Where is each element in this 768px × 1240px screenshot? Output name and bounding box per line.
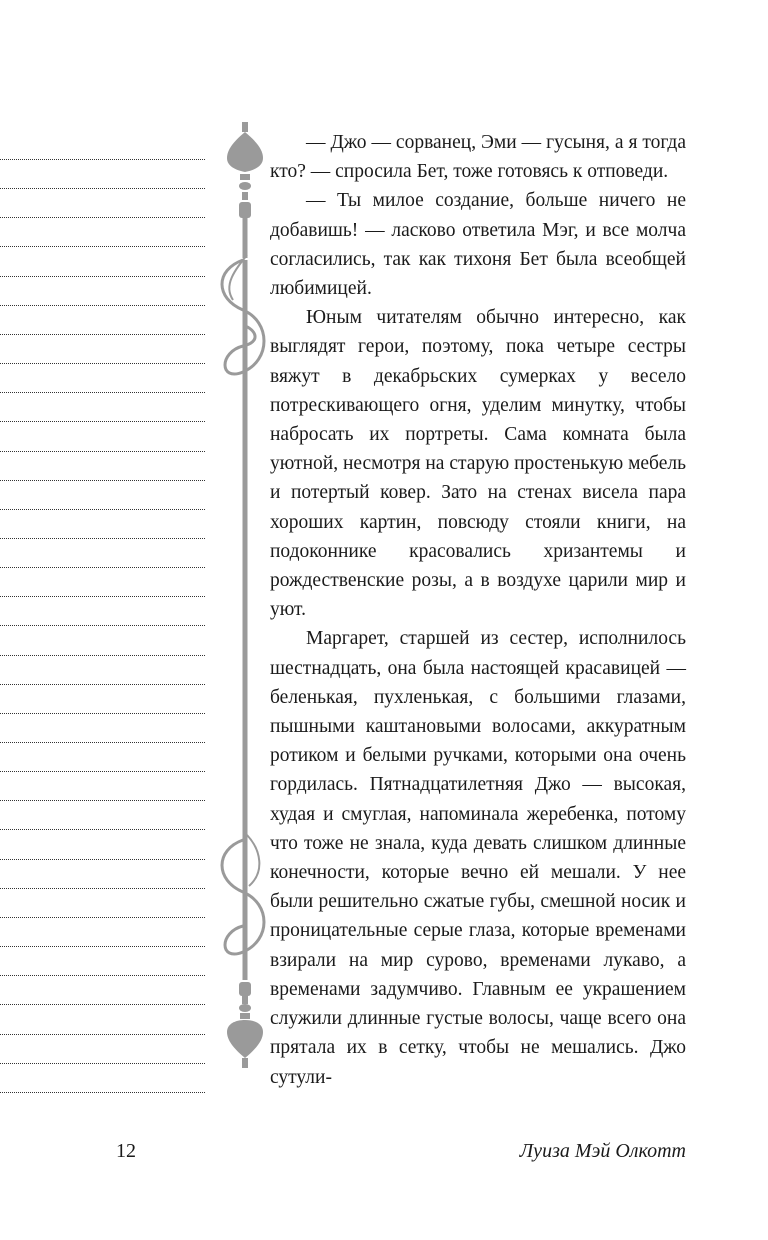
note-line <box>0 1004 205 1005</box>
notes-lines-area <box>0 0 210 1240</box>
note-line <box>0 975 205 976</box>
note-line <box>0 363 205 364</box>
note-line <box>0 538 205 539</box>
note-line <box>0 451 205 452</box>
note-line <box>0 742 205 743</box>
note-line <box>0 829 205 830</box>
paragraph-2: — Ты милое создание, больше ничего не добавишь! — ласково ответила Мэг, и все молча согласились, так как тихоня Бет была всеобщей любимицей. <box>270 190 686 300</box>
note-line <box>0 305 205 306</box>
note-line <box>0 655 205 656</box>
paragraph-4: Маргарет, старшей из сестер, исполнилось шестнадцать, она была настоящей красавицей — беленькая, пухленькая, с большими глазами, пышными каштановыми волосами, аккуратным ротиком и белыми ручками, которыми она очень гордилась. Пятнадцатилетняя Джо — высокая, худая и смуглая, напоминала жеребенка, потому что тоже не знала, куда девать слишком длинные конечности, которые вечно ей мешали. У нее были решительно сжатые губы, смешной носик и проницательные серые глаза, которые временами взирали на мир сурово, временами лукаво, а временами задумчиво. Главным ее украшением служили длинные густые волосы, чаще всего она прятала их в сетку, чтобы не мешались. Джо сутули- <box>270 628 686 1088</box>
note-line <box>0 567 205 568</box>
book-text <box>270 128 686 1092</box>
note-line <box>0 392 205 393</box>
note-line <box>0 771 205 772</box>
note-line <box>0 480 205 481</box>
note-line <box>0 917 205 918</box>
note-line <box>0 946 205 947</box>
note-line <box>0 800 205 801</box>
note-line <box>0 625 205 626</box>
note-line <box>0 859 205 860</box>
page-number: 12 <box>116 1140 136 1162</box>
paragraph-1: — Джо — сорванец, Эми — гусыня, а я тогда кто? — спросила Бет, тоже готовясь к отповеди. <box>270 132 686 183</box>
note-line <box>0 246 205 247</box>
note-line <box>0 684 205 685</box>
note-line <box>0 713 205 714</box>
paragraph-3: Юным читателям обычно интересно, как выглядят герои, поэтому, пока четыре сестры вяжут в декабрьских сумерках у весело потрескивающего огня, уделим минутку, чтобы набросать их портреты. Сама комната была уютной, несмотря на старую простенькую мебель и потертый ковер. Зато на стенах висела пара хороших картин, повсюду стояли книги, на подоконнике красовались хризантемы и рождественские розы, а в воздухе царили мир и уют. <box>270 307 687 621</box>
note-line <box>0 276 205 277</box>
note-line <box>0 596 205 597</box>
note-line <box>0 334 205 335</box>
note-line <box>0 421 205 422</box>
note-line <box>0 1063 205 1064</box>
running-footer-author: Луиза Мэй Олкотт <box>519 1140 686 1162</box>
note-line <box>0 188 205 189</box>
note-line <box>0 1034 205 1035</box>
note-line <box>0 888 205 889</box>
note-line <box>0 1092 205 1093</box>
note-line <box>0 217 205 218</box>
note-line <box>0 509 205 510</box>
note-line <box>0 159 205 160</box>
